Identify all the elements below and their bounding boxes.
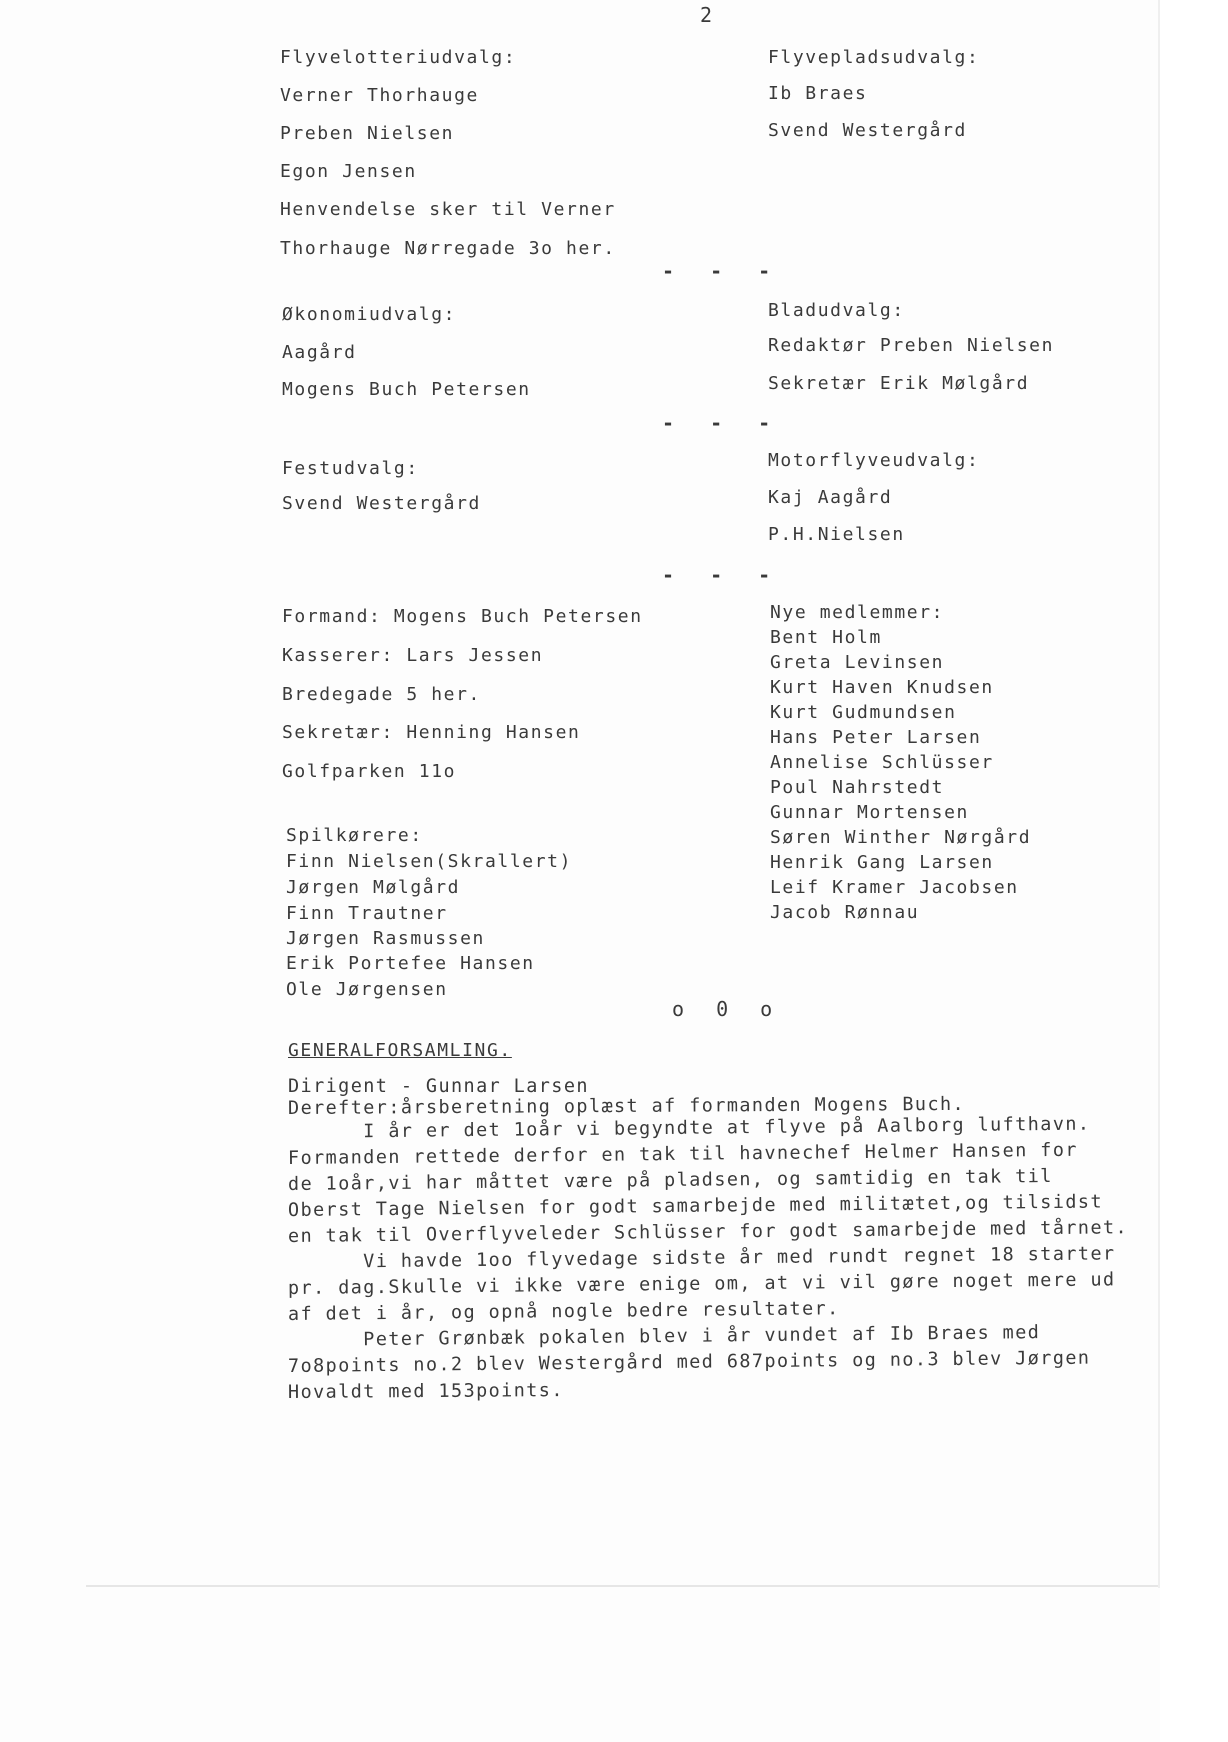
divider: - - - (662, 411, 783, 435)
nye-medlemmer-line: Kurt Gudmundsen (770, 702, 957, 723)
okonomi-line: Mogens Buch Petersen (282, 379, 531, 400)
nye-medlemmer-heading: Nye medlemmer: (770, 602, 945, 623)
flyvelotteri-heading: Flyvelotteriudvalg: (280, 47, 517, 68)
nye-medlemmer-line: Annelise Schlüsser (770, 752, 994, 773)
spilkorere-line: Jørgen Mølgård (286, 877, 461, 898)
okonomi-line: Aagård (282, 342, 357, 363)
nye-medlemmer-line: Bent Holm (770, 627, 882, 648)
flyveplads-line: Ib Braes (768, 83, 868, 104)
flyveplads-line: Svend Westergård (768, 120, 967, 141)
report-line: Dirigent - Gunnar Larsen (288, 1076, 589, 1097)
bestyrelse-line: Golfparken 11o (282, 761, 457, 782)
motorflyve-line: P.H.Nielsen (768, 524, 905, 545)
motorflyve-line: Kaj Aagård (768, 487, 893, 508)
page-number: 2 (700, 3, 713, 27)
report-line: Formanden rettede derfor en tak til havnechef Helmer Hansen for (287, 1139, 1078, 1169)
nye-medlemmer-line: Henrik Gang Larsen (770, 852, 994, 873)
sheet-right-edge (1158, 0, 1160, 1588)
blad-heading: Bladudvalg: (768, 300, 905, 321)
nye-medlemmer-line: Hans Peter Larsen (770, 727, 982, 748)
report-line: Derefter:årsberetning oplæst af formanden Mogens Buch. (287, 1093, 966, 1119)
nye-medlemmer-line: Kurt Haven Knudsen (770, 677, 994, 698)
report-line: Vi havde 1oo flyvedage sidste år med rundt regnet 18 starter (287, 1243, 1116, 1273)
blad-line: Redaktør Preben Nielsen (768, 335, 1055, 356)
report-line: en tak til Overflyveleder Schlüsser for godt samarbejde med tårnet. (287, 1217, 1129, 1247)
nye-medlemmer-line: Poul Nahrstedt (770, 777, 945, 798)
bestyrelse-line: Formand: Mogens Buch Petersen (282, 606, 643, 627)
generalforsamling-heading: GENERALFORSAMLING. (288, 1040, 512, 1061)
okonomi-heading: Økonomiudvalg: (282, 304, 457, 325)
spilkorere-line: Erik Portefee Hansen (286, 953, 535, 974)
report-line: de 1oår,vi har måttet være på pladsen, og samtidig en tak til (287, 1165, 1053, 1195)
sheet-bottom-edge (86, 1585, 1160, 1587)
divider: - - - (662, 563, 783, 587)
motorflyve-heading: Motorflyveudvalg: (768, 450, 980, 471)
report-line: Oberst Tage Nielsen for godt samarbejde med militætet,og tilsidst (287, 1191, 1104, 1221)
flyvelotteri-line: Preben Nielsen (280, 123, 455, 144)
report-line: Peter Grønbæk pokalen blev i år vundet af Ib Braes med (287, 1322, 1041, 1351)
report-line: 7o8points no.2 blev Westergård med 687points og no.3 blev Jørgen (287, 1347, 1091, 1377)
flyvelotteri-line: Thorhauge Nørregade 3o her. (280, 238, 616, 259)
nye-medlemmer-line: Leif Kramer Jacobsen (770, 877, 1019, 898)
bestyrelse-line: Kasserer: Lars Jessen (282, 645, 544, 666)
spilkorere-heading: Spilkørere: (286, 825, 423, 846)
nye-medlemmer-line: Greta Levinsen (770, 652, 945, 673)
spilkorere-line: Ole Jørgensen (286, 979, 448, 1000)
spilkorere-line: Finn Nielsen(Skrallert) (286, 851, 573, 872)
flyveplads-heading: Flyvepladsudvalg: (768, 47, 980, 68)
flyvelotteri-line: Henvendelse sker til Verner (280, 199, 616, 220)
spilkorere-line: Jørgen Rasmussen (286, 928, 485, 949)
spilkorere-line: Finn Trautner (286, 903, 448, 924)
blad-line: Sekretær Erik Mølgård (768, 373, 1030, 394)
flyvelotteri-line: Verner Thorhauge (280, 85, 479, 106)
report-line: pr. dag.Skulle vi ikke være enige om, at vi vil gøre noget mere ud (287, 1269, 1116, 1299)
bestyrelse-line: Bredegade 5 her. (282, 684, 481, 705)
nye-medlemmer-line: Jacob Rønnau (770, 902, 920, 923)
report-line: I år er det 1oår vi begyndte at flyve på Aalborg lufthavn. (287, 1113, 1091, 1143)
nye-medlemmer-line: Søren Winther Nørgård (770, 827, 1032, 848)
section-separator: o 0 o (672, 997, 783, 1021)
report-line: Hovaldt med 153points. (287, 1380, 564, 1403)
divider: - - - (662, 259, 783, 283)
nye-medlemmer-line: Gunnar Mortensen (770, 802, 969, 823)
fest-line: Svend Westergård (282, 493, 481, 514)
flyvelotteri-line: Egon Jensen (280, 161, 417, 182)
fest-heading: Festudvalg: (282, 458, 419, 479)
report-line: af det i år, og opnå nogle bedre resultater. (287, 1298, 840, 1325)
bestyrelse-line: Sekretær: Henning Hansen (282, 722, 581, 743)
